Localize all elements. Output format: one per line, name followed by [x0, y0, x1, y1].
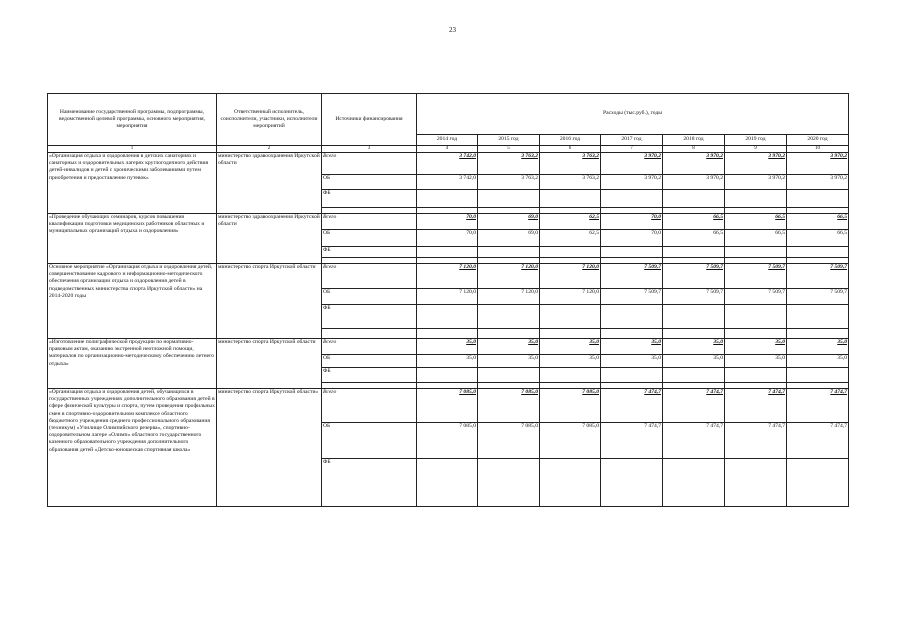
funding-source-cell: ФБ [322, 305, 417, 329]
table-row [48, 339, 849, 355]
amount-cell: 35,0 [417, 355, 478, 368]
amount-cell [417, 247, 478, 258]
amount-cell: 7 120,0 [540, 289, 601, 305]
header-year: 2020 год [787, 135, 849, 146]
column-number: 8 [663, 146, 725, 153]
header-program: Наименование государственной программы, подпрограммы, ведомственной целевой программы, основного мероприятия, мероприятия [48, 94, 217, 146]
amount-cell: 3 763,2 [478, 153, 540, 175]
amount-cell: 7 509,7 [787, 264, 849, 289]
table-row [48, 389, 849, 423]
amount-cell [417, 368, 478, 383]
amount-cell: 3 970,2 [725, 153, 787, 175]
column-number-row [48, 146, 849, 153]
spacer-cell [417, 329, 478, 339]
amount-cell [663, 190, 725, 208]
column-number: 10 [787, 146, 849, 153]
amount-cell: 3 763,2 [478, 175, 540, 190]
amount-cell: 7 509,7 [601, 289, 663, 305]
amount-cell [663, 247, 725, 258]
amount-cell: 7 120,0 [540, 264, 601, 289]
funding-source-cell: Всего [322, 339, 417, 355]
amount-cell [540, 459, 601, 507]
amount-cell: 35,0 [478, 355, 540, 368]
amount-cell: 35,0 [787, 355, 849, 368]
amount-cell: 7 085,0 [540, 389, 601, 423]
amount-cell: 7 085,0 [478, 423, 540, 459]
amount-cell: 7 085,0 [478, 389, 540, 423]
amount-cell: 7 120,0 [417, 289, 478, 305]
amount-cell: 35,0 [540, 355, 601, 368]
amount-cell: 70,0 [417, 214, 478, 230]
funding-source-cell: ОБ [322, 355, 417, 368]
amount-cell [540, 368, 601, 383]
amount-cell: 7 085,0 [417, 389, 478, 423]
spacer-cell [601, 329, 663, 339]
amount-cell: 7 509,7 [787, 289, 849, 305]
amount-cell [417, 459, 478, 507]
amount-cell [601, 190, 663, 208]
event-name-cell: «Организация отдыха и оздоровления детей, обучающихся в государственных учреждениях дополнительного образования детей в сфере физической культуры и спорта, путем проведения профильных смен в спортивно-оздоровительном комплексе областного бюджетного учреждения среднего профессионального образования (техникум) «Училище Олимпийского резерва», спортивно-оздоровительном лагере «Олимп» областного государственного казенного образовательного учреждения дополнительного образования детей «Детско-юношеская спортивная школа» [48, 389, 217, 507]
amount-cell: 7 120,0 [478, 289, 540, 305]
amount-cell [663, 459, 725, 507]
amount-cell [601, 459, 663, 507]
amount-cell [540, 247, 601, 258]
amount-cell [725, 247, 787, 258]
amount-cell: 3 742,0 [417, 175, 478, 190]
amount-cell: 7 474,7 [725, 423, 787, 459]
table-row [48, 153, 849, 175]
funding-source-cell: Всего [322, 214, 417, 230]
amount-cell: 7 120,0 [417, 264, 478, 289]
header-sources: Источники финансирования [322, 94, 417, 146]
executor-cell: министерство спорта Иркутской области» [217, 389, 322, 507]
amount-cell [601, 368, 663, 383]
amount-cell [478, 305, 540, 329]
amount-cell: 3 742,0 [417, 153, 478, 175]
amount-cell: 3 763,2 [540, 175, 601, 190]
amount-cell: 66,5 [725, 230, 787, 247]
column-number: 6 [540, 146, 601, 153]
amount-cell: 7 474,7 [787, 423, 849, 459]
spacer-cell [663, 329, 725, 339]
amount-cell [417, 305, 478, 329]
amount-cell: 69,0 [478, 214, 540, 230]
amount-cell: 66,5 [663, 230, 725, 247]
page-number: 23 [449, 26, 456, 34]
event-name-cell: Основное мероприятие «Организация отдыха и оздоровления детей, совершенствование кадрового и информационно-методического обеспечения организации отдыха и оздоровления детей в подведомственных министерства спорта Иркутской области» на 2014-2020 годы [48, 264, 217, 339]
executor-cell: министерство спорта Иркутской области [217, 264, 322, 339]
funding-source-cell: ФБ [322, 247, 417, 258]
header-year: 2016 год [540, 135, 601, 146]
spacer-cell [322, 329, 417, 339]
funding-source-cell: ФБ [322, 190, 417, 208]
column-number: 9 [725, 146, 787, 153]
header-year: 2017 год [601, 135, 663, 146]
header-year: 2014 год [417, 135, 478, 146]
header-year: 2018 год [663, 135, 725, 146]
executor-cell: министерство здравоохранения Иркутской области [217, 153, 322, 214]
spacer-cell [725, 329, 787, 339]
amount-cell: 35,0 [540, 339, 601, 355]
event-name-cell: «Изготовление полиграфической продукции по нормативно-правовым актам, оказанию экстренной неотложной помощи, материалов по организационно-методическому обеспечению летнего отдыха» [48, 339, 217, 389]
amount-cell [663, 368, 725, 383]
amount-cell: 35,0 [725, 339, 787, 355]
amount-cell: 7 474,7 [663, 389, 725, 423]
amount-cell: 3 970,2 [601, 175, 663, 190]
funding-source-cell: Всего [322, 389, 417, 423]
amount-cell: 7 474,7 [601, 389, 663, 423]
column-number: 4 [417, 146, 478, 153]
column-number: 2 [217, 146, 322, 153]
amount-cell: 66,5 [725, 214, 787, 230]
amount-cell: 7 509,7 [725, 264, 787, 289]
spacer-cell [478, 329, 540, 339]
executor-cell: министерство спорта Иркутской области [217, 339, 322, 389]
amount-cell: 66,5 [787, 230, 849, 247]
amount-cell: 70,0 [417, 230, 478, 247]
spacer-cell [787, 329, 849, 339]
amount-cell [787, 247, 849, 258]
amount-cell: 7 474,7 [601, 423, 663, 459]
amount-cell [540, 190, 601, 208]
budget-table [47, 93, 849, 507]
event-name-cell: «Организация отдыха и оздоровления в детских санаториях и санаторных и оздоровительных лагерях круглогодичного действия детей-инвалидов и детей с хроническими заболеваниями путем приобретения и предоставление путевок» [48, 153, 217, 214]
header-year: 2015 год [478, 135, 540, 146]
amount-cell: 35,0 [601, 339, 663, 355]
amount-cell: 7 120,0 [478, 264, 540, 289]
funding-source-cell: ФБ [322, 368, 417, 383]
header-expenses: Расходы (тыс.руб.), годы [417, 94, 849, 135]
amount-cell: 7 509,7 [725, 289, 787, 305]
amount-cell [540, 305, 601, 329]
amount-cell [787, 305, 849, 329]
column-number: 7 [601, 146, 663, 153]
event-name-cell: «Проведение обучающих семинаров, курсов повышения квалификации подготовки медицинских работников областных и муниципальных организаций отдыха и оздоровления» [48, 214, 217, 264]
amount-cell: 7 509,7 [663, 264, 725, 289]
amount-cell [725, 190, 787, 208]
amount-cell [417, 190, 478, 208]
column-number: 5 [478, 146, 540, 153]
amount-cell: 35,0 [663, 339, 725, 355]
amount-cell [787, 459, 849, 507]
column-number: 1 [48, 146, 217, 153]
amount-cell: 7 085,0 [417, 423, 478, 459]
amount-cell [725, 305, 787, 329]
funding-source-cell: ОБ [322, 175, 417, 190]
table-body [48, 153, 849, 507]
amount-cell: 35,0 [601, 355, 663, 368]
funding-source-cell: Всего [322, 153, 417, 175]
funding-source-cell: Всего [322, 264, 417, 289]
amount-cell: 35,0 [663, 355, 725, 368]
amount-cell: 69,0 [478, 230, 540, 247]
amount-cell: 3 970,2 [663, 175, 725, 190]
amount-cell: 3 970,2 [725, 175, 787, 190]
amount-cell: 7 509,7 [601, 264, 663, 289]
amount-cell [787, 190, 849, 208]
header-executor: Ответственный исполнитель, соисполнители, участники, исполнители мероприятий [217, 94, 322, 146]
amount-cell [787, 368, 849, 383]
amount-cell [478, 459, 540, 507]
table-row [48, 214, 849, 230]
amount-cell: 3 763,2 [540, 153, 601, 175]
amount-cell: 7 085,0 [540, 423, 601, 459]
amount-cell [601, 247, 663, 258]
funding-source-cell: ОБ [322, 423, 417, 459]
amount-cell [478, 247, 540, 258]
header-year: 2019 год [725, 135, 787, 146]
amount-cell: 3 970,2 [787, 175, 849, 190]
amount-cell: 7 474,7 [663, 423, 725, 459]
amount-cell: 3 970,2 [663, 153, 725, 175]
amount-cell: 70,0 [601, 214, 663, 230]
amount-cell: 35,0 [725, 355, 787, 368]
spacer-cell [540, 329, 601, 339]
funding-source-cell: ОБ [322, 289, 417, 305]
table-row [48, 264, 849, 289]
amount-cell: 62,5 [540, 214, 601, 230]
amount-cell: 70,0 [601, 230, 663, 247]
amount-cell [601, 305, 663, 329]
amount-cell: 66,5 [787, 214, 849, 230]
amount-cell: 7 509,7 [663, 289, 725, 305]
amount-cell [663, 305, 725, 329]
amount-cell [478, 190, 540, 208]
amount-cell: 7 474,7 [787, 389, 849, 423]
amount-cell: 66,5 [663, 214, 725, 230]
amount-cell: 62,5 [540, 230, 601, 247]
amount-cell: 7 474,7 [725, 389, 787, 423]
amount-cell [725, 459, 787, 507]
amount-cell: 3 970,2 [601, 153, 663, 175]
header-row [48, 94, 849, 135]
column-number: 3 [322, 146, 417, 153]
funding-source-cell: ОБ [322, 230, 417, 247]
executor-cell: министерство здравоохранения Иркутской области [217, 214, 322, 264]
amount-cell [725, 368, 787, 383]
amount-cell: 35,0 [417, 339, 478, 355]
amount-cell: 3 970,2 [787, 153, 849, 175]
amount-cell: 35,0 [478, 339, 540, 355]
funding-source-cell: ФБ [322, 459, 417, 507]
amount-cell: 35,0 [787, 339, 849, 355]
amount-cell [478, 368, 540, 383]
